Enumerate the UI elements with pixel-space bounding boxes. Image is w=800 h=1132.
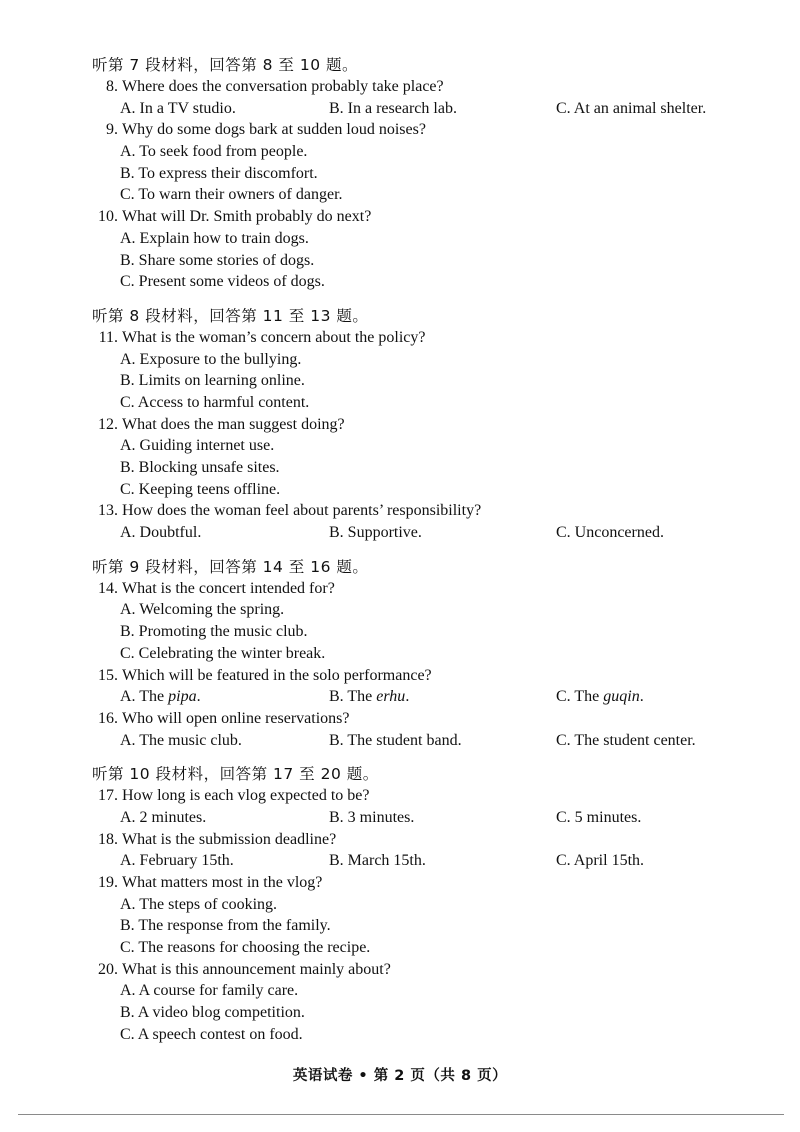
question-text: Why do some dogs bark at sudden loud noises? bbox=[122, 121, 426, 139]
answer-option-a: A. In a TV studio. bbox=[120, 99, 236, 117]
listening-section bbox=[92, 763, 772, 1045]
question-item bbox=[92, 959, 772, 1046]
section-heading: 听第 8 段材料，回答第 11 至 13 题。 bbox=[92, 306, 369, 325]
answer-options bbox=[92, 522, 772, 544]
answer-options bbox=[92, 730, 772, 752]
question-stem bbox=[92, 414, 772, 436]
answer-options bbox=[92, 850, 772, 872]
question-stem bbox=[92, 76, 772, 98]
question-item bbox=[92, 414, 772, 501]
exam-content bbox=[92, 54, 772, 1046]
question-item bbox=[92, 578, 772, 665]
question-stem bbox=[92, 785, 772, 807]
answer-option-a: A. Exposure to the bullying. bbox=[120, 350, 302, 368]
question-text: Where does the conversation probably take place? bbox=[122, 78, 444, 95]
answer-option-c: C. The reasons for choosing the recipe. bbox=[120, 939, 371, 957]
answer-option-b: B. Promoting the music club. bbox=[120, 623, 308, 641]
answer-option-b: B. In a research lab. bbox=[329, 99, 457, 117]
question-number: 15. bbox=[98, 666, 118, 684]
answer-option-b: B. 3 minutes. bbox=[329, 808, 415, 826]
answer-options bbox=[92, 228, 772, 293]
answer-option-c: C. A speech contest on food. bbox=[120, 1025, 303, 1043]
answer-option-b: B. Supportive. bbox=[329, 524, 422, 542]
question-text: What does the man suggest doing? bbox=[122, 415, 345, 433]
question-text: What is the woman’s concern about the policy? bbox=[122, 328, 426, 346]
answer-option-c: C. At an animal shelter. bbox=[556, 99, 707, 117]
option-prefix: C. The bbox=[556, 688, 604, 706]
question-number: 11. bbox=[98, 328, 118, 346]
question-item bbox=[92, 500, 772, 543]
question-number: 20. bbox=[98, 960, 118, 978]
option-suffix: . bbox=[405, 688, 410, 706]
option-suffix: . bbox=[639, 688, 644, 706]
question-text: What is this announcement mainly about? bbox=[122, 960, 391, 978]
answer-option-a: A. February 15th. bbox=[120, 852, 234, 870]
answer-option-c: C. Unconcerned. bbox=[556, 524, 664, 542]
option-italic-term: guqin bbox=[603, 688, 640, 706]
question-item bbox=[92, 785, 772, 828]
question-number: 13. bbox=[98, 502, 118, 520]
answer-option-b: B. The student band. bbox=[329, 731, 462, 749]
answer-option-a: A. 2 minutes. bbox=[120, 808, 207, 826]
question-stem bbox=[92, 206, 772, 228]
question-text: How long is each vlog expected to be? bbox=[122, 787, 370, 805]
question-number: 14. bbox=[98, 579, 118, 597]
question-text: What will Dr. Smith probably do next? bbox=[122, 208, 372, 226]
answer-options bbox=[92, 349, 772, 414]
answer-option-a: A. Guiding internet use. bbox=[120, 437, 275, 455]
answer-option-a: A. The steps of cooking. bbox=[120, 895, 278, 913]
question-number: 10. bbox=[98, 208, 118, 226]
answer-option-b: B. The response from the family. bbox=[120, 917, 331, 935]
question-item bbox=[92, 206, 772, 293]
answer-option-a: A. The music club. bbox=[120, 731, 242, 749]
option-italic-term: pipa bbox=[168, 688, 197, 706]
question-text: What is the concert intended for? bbox=[122, 579, 335, 597]
answer-option-b bbox=[329, 686, 409, 708]
question-item bbox=[92, 708, 772, 751]
answer-option-c: C. 5 minutes. bbox=[556, 808, 642, 826]
question-stem bbox=[92, 500, 772, 522]
answer-option-c bbox=[556, 686, 644, 708]
question-stem bbox=[92, 578, 772, 600]
answer-option-a: A. Doubtful. bbox=[120, 524, 202, 542]
option-suffix: . bbox=[196, 688, 201, 706]
answer-option-a: A. To seek food from people. bbox=[120, 143, 308, 161]
answer-option-b: B. Limits on learning online. bbox=[120, 372, 305, 390]
question-item bbox=[92, 665, 772, 708]
answer-option-c: C. To warn their owners of danger. bbox=[120, 186, 343, 204]
answer-option-c: C. The student center. bbox=[556, 731, 696, 749]
answer-option-b: B. Blocking unsafe sites. bbox=[120, 459, 280, 476]
answer-option-b: B. Share some stories of dogs. bbox=[120, 251, 315, 269]
bottom-rule bbox=[18, 1114, 784, 1115]
question-number: 9. bbox=[106, 121, 118, 139]
question-item bbox=[92, 829, 772, 872]
answer-option-c: C. Present some videos of dogs. bbox=[120, 273, 325, 291]
question-text: Which will be featured in the solo performance? bbox=[122, 666, 432, 684]
section-heading: 听第 9 段材料，回答第 14 至 16 题。 bbox=[92, 557, 369, 576]
answer-options bbox=[92, 141, 772, 206]
listening-section bbox=[92, 54, 772, 293]
question-stem bbox=[92, 829, 772, 851]
question-text: How does the woman feel about parents’ responsibility? bbox=[122, 502, 482, 520]
question-item bbox=[92, 76, 772, 119]
page-footer: 英语试卷 • 第 2 页（共 8 页） bbox=[292, 1068, 508, 1084]
answer-option-a: A. Explain how to train dogs. bbox=[120, 229, 309, 247]
question-number: 18. bbox=[98, 830, 118, 848]
section-heading: 听第 7 段材料，回答第 8 至 10 题。 bbox=[92, 56, 359, 74]
answer-option-c: C. Keeping teens offline. bbox=[120, 480, 281, 498]
question-number: 8. bbox=[106, 78, 118, 95]
question-number: 16. bbox=[98, 709, 118, 727]
answer-option-a bbox=[120, 686, 201, 708]
answer-options bbox=[92, 599, 772, 664]
question-number: 19. bbox=[98, 874, 118, 891]
question-stem bbox=[92, 119, 772, 141]
answer-option-c: C. Access to harmful content. bbox=[120, 393, 310, 411]
answer-option-b: B. March 15th. bbox=[329, 852, 426, 870]
answer-options bbox=[92, 807, 772, 829]
answer-options bbox=[92, 98, 772, 120]
answer-options bbox=[92, 980, 772, 1045]
question-number: 17. bbox=[98, 787, 118, 805]
question-stem bbox=[92, 708, 772, 730]
question-item bbox=[92, 327, 772, 414]
listening-section bbox=[92, 556, 772, 752]
question-item bbox=[92, 872, 772, 959]
option-italic-term: erhu bbox=[376, 688, 406, 706]
question-text: Who will open online reservations? bbox=[122, 709, 350, 727]
listening-section bbox=[92, 305, 772, 544]
question-stem bbox=[92, 327, 772, 349]
answer-option-b: B. A video blog competition. bbox=[120, 1004, 305, 1022]
question-text: What is the submission deadline? bbox=[122, 830, 337, 848]
answer-option-c: C. Celebrating the winter break. bbox=[120, 644, 326, 662]
option-prefix: B. The bbox=[329, 688, 377, 706]
answer-options bbox=[92, 686, 772, 708]
answer-options bbox=[92, 435, 772, 500]
answer-option-a: A. A course for family care. bbox=[120, 982, 299, 1000]
question-stem bbox=[92, 665, 772, 687]
answer-options bbox=[92, 894, 772, 959]
question-number: 12. bbox=[98, 415, 118, 433]
section-heading: 听第 10 段材料，回答第 17 至 20 题。 bbox=[92, 765, 379, 784]
question-stem bbox=[92, 959, 772, 981]
question-item bbox=[92, 119, 772, 206]
question-stem bbox=[92, 872, 772, 894]
answer-option-b: B. To express their discomfort. bbox=[120, 164, 318, 182]
answer-option-c: C. April 15th. bbox=[556, 852, 645, 870]
answer-option-a: A. Welcoming the spring. bbox=[120, 601, 285, 619]
option-prefix: A. The bbox=[120, 688, 169, 706]
question-text: What matters most in the vlog? bbox=[122, 874, 323, 891]
